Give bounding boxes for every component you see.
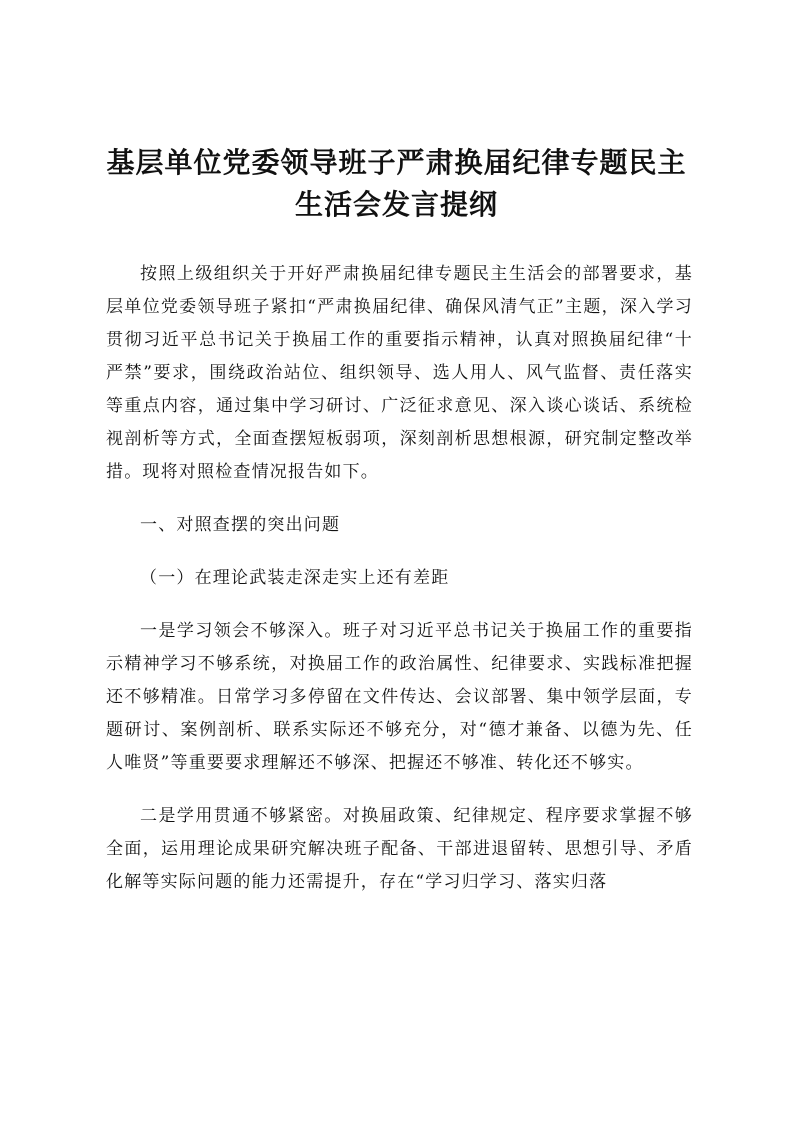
subsection-heading-1-1: （一）在理论武装走深走实上还有差距: [140, 568, 450, 588]
title-line-2: 生活会发言提纲: [294, 188, 498, 221]
intro-paragraph: 按照上级组织关于开好严肃换届纪律专题民主生活会的部署要求，基层单位党委领导班子紧扣“严肃换届纪律、确保风清气正”主题，深入学习贯彻习近平总书记关于换届工作的重要指示精神，认真对照换届纪律“十严禁”要求，围绕政治站位、组织领导、选人用人、风气监督、责任落实等重点内容，通过集中学习研讨、广泛征求意见、深入谈心谈话、系统检视剖析等方式，全面查摆短板弱项，深刻剖析思想根源，研究制定整改举措。现将对照检查情况报告如下。: [106, 264, 693, 482]
problem-item-1: 一是学习领会不够深入。班子对习近平总书记关于换届工作的重要指示精神学习不够系统，对换届工作的政治属性、纪律要求、实践标准把握还不够精准。日常学习多停留在文件传达、会议部署、集中领学层面，专题研讨、案例剖析、联系实际还不够充分，对“德才兼备、以德为先、任人唯贤”等重要要求理解还不够深、把握还不够准、转化还不够实。: [106, 621, 693, 773]
problem-item-2: 二是学用贯通不够紧密。对换届政策、纪律规定、程序要求掌握不够全面，运用理论成果研究解决班子配备、干部进退留转、思想引导、矛盾化解等实际问题的能力还需提升，存在“学习归学习、落实归落: [106, 806, 693, 892]
document-body: [106, 258, 693, 899]
document-title: [96, 142, 697, 226]
section-heading-1: 一、对照查摆的突出问题: [140, 515, 341, 535]
title-line-1: 基层单位党委领导班子严肃换届纪律专题民主: [106, 146, 687, 179]
